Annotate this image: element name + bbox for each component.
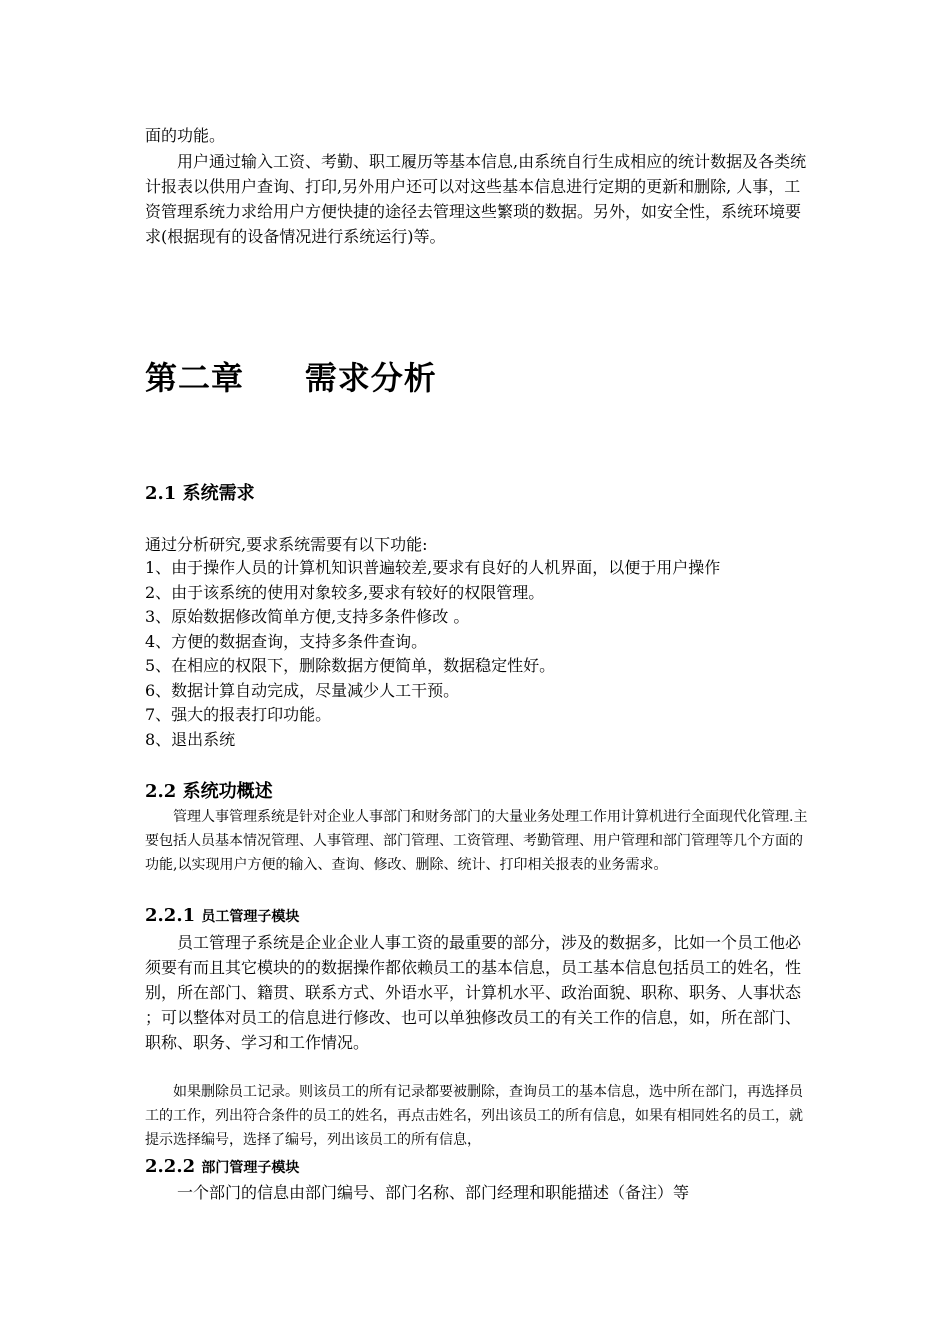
list-item: 2、由于该系统的使用对象较多,要求有较好的权限管理。 bbox=[145, 582, 545, 602]
section-2-1-intro: 通过分析研究,要求系统需要有以下功能: bbox=[145, 535, 428, 554]
section-2-2-1-paragraph-2: 如果删除员工记录。则该员工的所有记录都要被删除，查询员工的基本信息，选中所在部门，再选择员工的工作，列出符合条件的员工的姓名，再点击姓名，列出该员工的所有信息，如果有相同姓名的员工，就提示选择编号，选择了编号，列出该员工的所有信息， bbox=[145, 1084, 803, 1148]
section-2-2-heading: 2.2 系统功概述 bbox=[145, 781, 273, 802]
section-title: 部门管理子模块 bbox=[201, 1160, 300, 1176]
list-item: 6、数据计算自动完成，尽量减少人工干预。 bbox=[145, 680, 460, 700]
list-item: 5、在相应的权限下，删除数据方便简单，数据稳定性好。 bbox=[145, 656, 556, 675]
section-number: 2.2.1 bbox=[145, 905, 196, 926]
section-2-2-2-heading bbox=[145, 1155, 815, 1180]
chapter-title: 第二章 需求分析 bbox=[145, 359, 437, 397]
section-2-2-paragraph: 管理人事管理系统是针对企业人事部门和财务部门的大量业务处理工作用计算机进行全面现代化管理.主要包括人员基本情况管理、人事管理、部门管理、工资管理、考勤管理、用户管理和部门管理等几个方面的功能,以实现用户方便的输入、查询、修改、删除、统计、打印相关报表的业务需求。 bbox=[145, 809, 808, 873]
list-item: 1、由于操作人员的计算机知识普遍较差,要求有良好的人机界面，以便于用户操作 bbox=[145, 558, 721, 577]
intro-paragraph: 用户通过输入工资、考勤、职工履历等基本信息,由系统自行生成相应的统计数据及各类统计报表以供用户查询、打印,另外用户还可以对这些基本信息进行定期的更新和删除, 人事，工资管理系统力求给用户方便快捷的途径去管理这些繁琐的数据。另外，如安全性，系统环境要求(根据现有的设备情况进行系统运行)等。 bbox=[145, 152, 807, 246]
requirements-list bbox=[145, 556, 815, 752]
list-item: 8、退出系统 bbox=[145, 729, 236, 749]
section-2-2-2-paragraph: 一个部门的信息由部门编号、部门名称、部门经理和职能描述（备注）等 bbox=[177, 1183, 690, 1202]
section-2-2-1-paragraph-1: 员工管理子系统是企业企业人事工资的最重要的部分，涉及的数据多，比如一个员工他必须要有而且其它模块的的数据操作都依赖员工的基本信息，员工基本信息包括员工的姓名，性别，所在部门、籍贯、联系方式、外语水平，计算机水平、政治面貌、职称、职务、人事状态 ；可以整体对员工的信息进行修改、也可以单独修改员工的有关工作的信息，如，所在部门、职称、职务、学习和工作情况。 bbox=[145, 933, 802, 1052]
section-2-2-1-heading bbox=[145, 904, 815, 929]
list-item: 4、方便的数据查询，支持多条件查询。 bbox=[145, 631, 428, 651]
section-title: 员工管理子模块 bbox=[201, 909, 300, 925]
list-item: 7、强大的报表打印功能。 bbox=[145, 705, 332, 724]
list-item: 3、原始数据修改简单方便,支持多条件修改 。 bbox=[145, 607, 470, 626]
section-number: 2.2.2 bbox=[145, 1156, 196, 1177]
intro-line: 面的功能。 bbox=[145, 126, 226, 145]
section-2-1-heading: 2.1 系统需求 bbox=[145, 483, 255, 504]
